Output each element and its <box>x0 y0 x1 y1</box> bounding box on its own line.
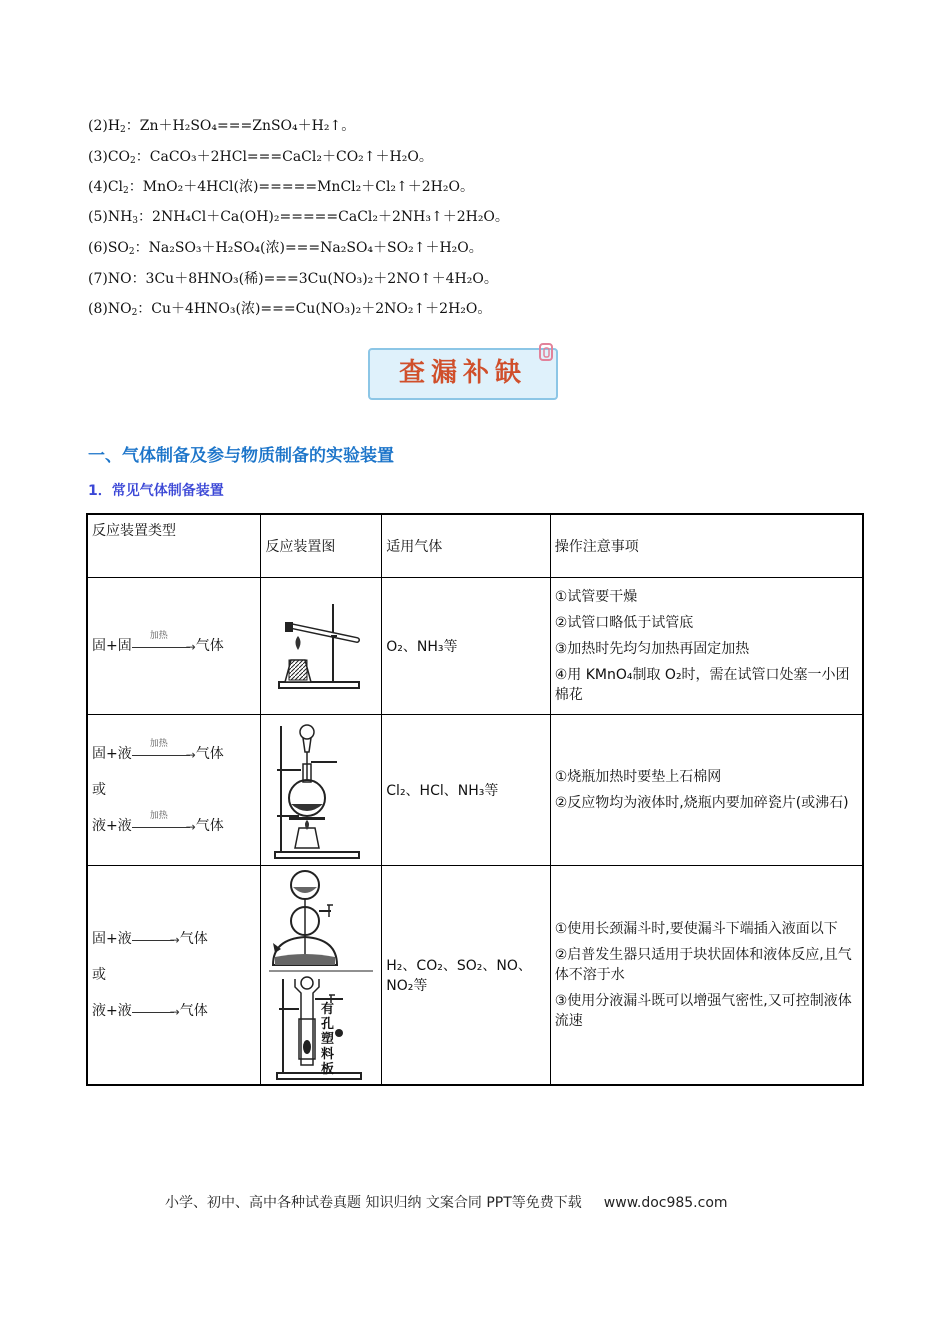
heat-arrow-icon: → 加热 <box>132 639 196 653</box>
notes-cell <box>550 866 863 1086</box>
reaction-type-cell <box>87 578 261 715</box>
header-cell: 操作注意事项 <box>550 514 863 578</box>
equation-line: $(8)NO_2$：Cu＋4HNO₃(浓)===Cu(NO₃)₂＋2NO₂↑＋2H₂O。 <box>88 301 492 318</box>
header-cell: 适用气体 <box>382 514 550 578</box>
arrow-icon: → <box>132 932 180 946</box>
apparatus-cell <box>261 715 382 866</box>
table-header-row <box>87 514 863 578</box>
arrow-icon: → <box>132 1004 180 1018</box>
equation-line: $(3)CO_2$：CaCO₃＋2HCl===CaCl₂＋CO₂↑＋H₂O。 <box>88 149 433 166</box>
reaction-or: 或 <box>92 782 106 798</box>
reaction-type: 液+液 → 加热 气体 <box>92 811 224 834</box>
header-cell: 反应装置类型 <box>87 514 261 578</box>
note-item: ③使用分液漏斗既可以增强气密性,又可控制液体流速 <box>554 993 852 1029</box>
table-row <box>87 578 863 715</box>
notes-cell <box>550 715 863 866</box>
gases-cell: Cl₂、HCl、NH₃等 <box>382 715 550 866</box>
subsection-title: 1．常见气体制备装置 <box>88 483 224 499</box>
note-item: ①使用长颈漏斗时,要使漏斗下端插入液面以下 <box>554 921 838 937</box>
equation-line: $(6)SO_2$：Na₂SO₃＋H₂SO₄(浓)===Na₂SO₄＋SO₂↑＋H₂O。 <box>88 240 483 257</box>
flask-heating-apparatus-icon <box>271 718 371 862</box>
equation-line: (7)NO：3Cu＋8HNO₃(稀)===3Cu(NO₃)₂＋2NO↑＋4H₂O。 <box>88 271 498 287</box>
apparatus-cell <box>261 578 382 715</box>
gas-preparation-table <box>86 513 864 1086</box>
gases-cell: O₂、NH₃等 <box>382 578 550 715</box>
table-row <box>87 866 863 1086</box>
heat-arrow-icon: → 加热 <box>132 819 196 833</box>
heat-arrow-icon: → 加热 <box>132 747 196 761</box>
notes-cell <box>550 578 863 715</box>
table-row <box>87 715 863 866</box>
equation-line: $(5)NH_3$：2NH₄Cl＋Ca(OH)₂=====CaCl₂＋2NH₃↑＋2H₂O。 <box>88 209 509 226</box>
equation-line: $(4)Cl_2$：MnO₂＋4HCl(浓)=====MnCl₂＋Cl₂↑＋2H₂O。 <box>88 179 474 196</box>
footer-text: 小学、初中、高中各种试卷真题 知识归纳 文案合同 PPT等免费下载 <box>165 1195 582 1211</box>
perforated-plate-label: 有孔塑料板 <box>321 1002 335 1077</box>
section-banner <box>368 342 560 398</box>
equation-line: $(2)H_2$：Zn＋H₂SO₄===ZnSO₄＋H₂↑。 <box>88 118 356 135</box>
solid-heating-apparatus-icon <box>271 596 371 696</box>
reaction-type-cell <box>87 866 261 1086</box>
header-cell: 反应装置图 <box>261 514 382 578</box>
note-item: ②反应物均为液体时,烧瓶内要加碎瓷片(或沸石) <box>554 795 849 811</box>
reaction-type: 固+固 → 加热 气体 <box>92 631 224 654</box>
page-footer <box>165 1192 728 1212</box>
note-item: ②试管口略低于试管底 <box>554 615 694 631</box>
reaction-type: 固+液 → 加热 气体 <box>92 739 224 762</box>
section-title: 一、气体制备及参与物质制备的实验装置 <box>88 446 394 466</box>
banner-title: 查漏补缺 <box>398 358 527 388</box>
reaction-type: 液+液 → 气体 <box>92 1003 208 1019</box>
note-item: ②启普发生器只适用于块状固体和液体反应,且气体不溶于水 <box>554 947 852 983</box>
reaction-or: 或 <box>92 967 106 983</box>
footer-url: www.doc985.com <box>603 1195 728 1211</box>
note-item: ①试管要干燥 <box>554 589 638 605</box>
note-item: ④用 KMnO₄制取 O₂时，需在试管口处塞一小团棉花 <box>554 667 850 703</box>
reaction-type: 固+液 → 气体 <box>92 931 208 947</box>
note-item: ③加热时先均匀加热再固定加热 <box>554 641 750 657</box>
gases-cell: H₂、CO₂、SO₂、NO、NO₂等 <box>382 866 550 1086</box>
note-item: ①烧瓶加热时要垫上石棉网 <box>554 769 722 785</box>
reaction-type-cell <box>87 715 261 866</box>
